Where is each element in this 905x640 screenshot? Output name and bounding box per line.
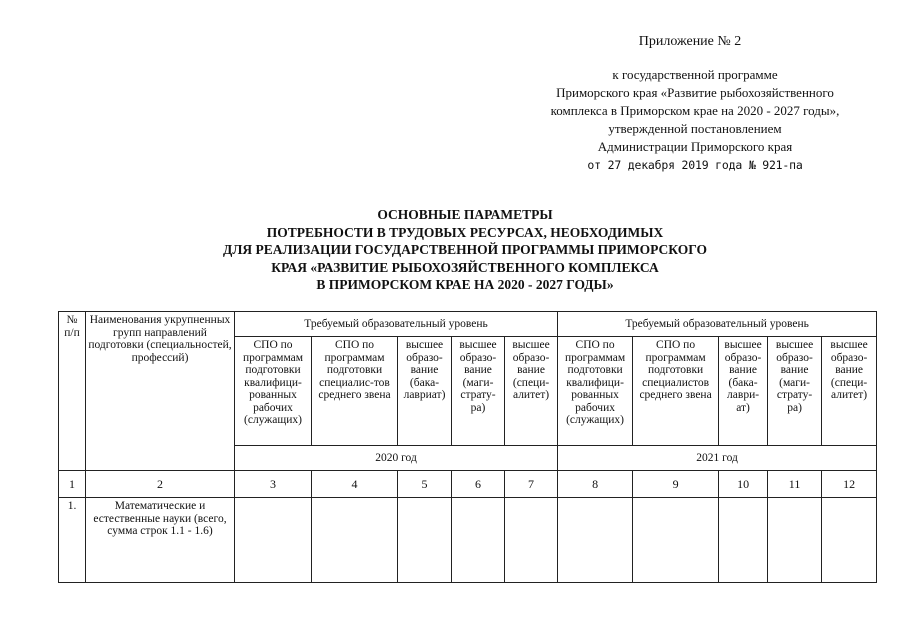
attachment-number: Приложение № 2 [638, 34, 742, 49]
title-line: В ПРИМОРСКОМ КРАЕ НА 2020 - 2027 ГОДЫ» [316, 277, 614, 292]
year-2021: 2021 год [558, 446, 877, 471]
column-number: 10 [719, 471, 768, 498]
level-header-2020: высшее образо-вание (специ-алитет) [505, 337, 558, 446]
approval-line: Приморского края «Развитие рыбохозяйственного [556, 85, 834, 100]
column-number: 12 [822, 471, 877, 498]
approval-line: комплекса в Приморском крае на 2020 - 2027 годы», [550, 103, 840, 118]
column-number: 1 [59, 471, 86, 498]
approval-line: Администрации Приморского края [597, 139, 793, 154]
column-number: 5 [398, 471, 452, 498]
column-number: 2 [86, 471, 235, 498]
title-line: ОСНОВНЫЕ ПАРАМЕТРЫ [377, 207, 553, 222]
table-cell [719, 498, 768, 583]
level-header-2021: высшее образо-вание (специ-алитет) [822, 337, 877, 446]
table-cell [558, 498, 633, 583]
approval-line: к государственной программе [612, 67, 778, 82]
approval-stamp: от 27 декабря 2019 года № 921-па [587, 158, 803, 172]
approval-block [500, 66, 890, 174]
group-header-2021: Требуемый образовательный уровень [558, 312, 877, 337]
table-cell [633, 498, 719, 583]
document-title [120, 206, 810, 294]
column-number: 7 [505, 471, 558, 498]
year-2020: 2020 год [235, 446, 558, 471]
level-header-2021: СПО по программам подготовки квалифици-рованных рабочих (служащих) [558, 337, 633, 446]
title-line: ДЛЯ РЕАЛИЗАЦИИ ГОСУДАРСТВЕННОЙ ПРОГРАММЫ ПРИМОРСКОГО [223, 242, 707, 257]
level-header-2020: СПО по программам подготовки квалифици-рованных рабочих (служащих) [235, 337, 312, 446]
row-number: 1. [59, 498, 86, 583]
table-cell [768, 498, 822, 583]
level-header-2021: СПО по программам подготовки специалистов среднего звена [633, 337, 719, 446]
level-header-2020: высшее образо-вание (маги-страту-ра) [452, 337, 505, 446]
group-header-2020: Требуемый образовательный уровень [235, 312, 558, 337]
column-number: 3 [235, 471, 312, 498]
table-cell [312, 498, 398, 583]
column-number-row [59, 471, 877, 498]
table-cell [822, 498, 877, 583]
col-no-header: № п/п [59, 312, 86, 471]
header-row-groups [59, 312, 877, 337]
column-number: 9 [633, 471, 719, 498]
table-cell [452, 498, 505, 583]
level-header-2020: высшее образо-вание (бака-лавриат) [398, 337, 452, 446]
title-line: ПОТРЕБНОСТИ В ТРУДОВЫХ РЕСУРСАХ, НЕОБХОДИМЫХ [266, 224, 664, 240]
table-cell [505, 498, 558, 583]
level-header-2020: СПО по программам подготовки специалис-тов среднего звена [312, 337, 398, 446]
column-number: 11 [768, 471, 822, 498]
approval-line: утвержденной постановлением [608, 121, 782, 136]
table-cell [235, 498, 312, 583]
title-line: КРАЯ «РАЗВИТИЕ РЫБОХОЗЯЙСТВЕННОГО КОМПЛЕКСА [271, 259, 659, 275]
column-number: 4 [312, 471, 398, 498]
table-cell [398, 498, 452, 583]
table-row [59, 498, 877, 583]
level-header-2021: высшее образо-вание (бака-лаври-ат) [719, 337, 768, 446]
row-name: Математические и естественные науки (всего, сумма строк 1.1 - 1.6) [86, 498, 235, 583]
column-number: 6 [452, 471, 505, 498]
level-header-2021: высшее образо-вание (маги-страту-ра) [768, 337, 822, 446]
col-name-header: Наименования укрупненных групп направлений подготовки (специальностей, профессий) [86, 312, 235, 471]
column-number: 8 [558, 471, 633, 498]
requirements-table [58, 311, 877, 583]
